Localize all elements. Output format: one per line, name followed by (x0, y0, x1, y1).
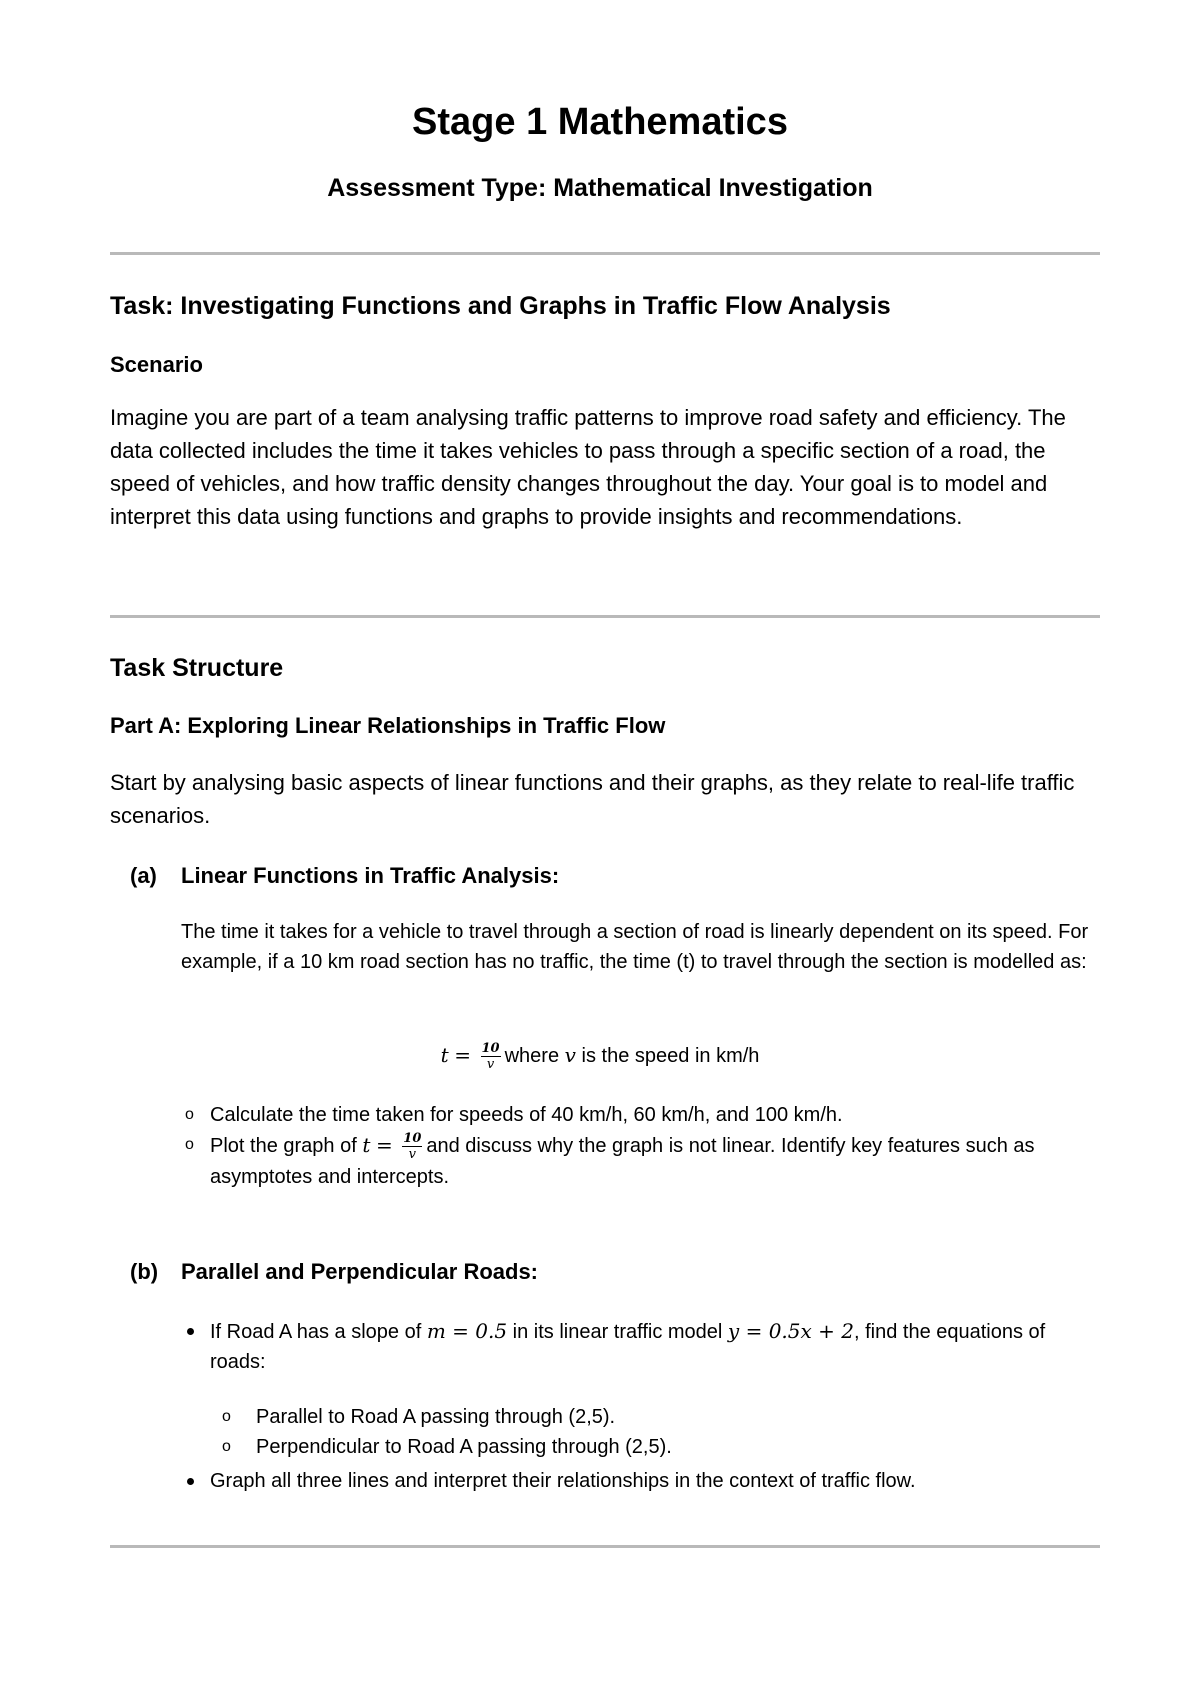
sub-bullet-parallel: Parallel to Road A passing through (2,5). (256, 1406, 616, 1428)
plot-fraction (402, 1131, 422, 1162)
section-b-label: (b) (130, 1259, 159, 1284)
road-a-slope: m = 0.5 (426, 1319, 508, 1343)
page-title: Stage 1 Mathematics (412, 101, 788, 143)
section-a-text: The time it takes for a vehicle to travel through a section of road is linearly dependent on its speed. For example, if a 10 km road section has no traffic, the time (t) to travel through the section is modelled as: (181, 921, 1089, 973)
list-item (181, 1316, 1101, 1377)
formula-tail: is the speed in km/h (581, 1045, 760, 1067)
plot-lhs: t (362, 1133, 371, 1157)
hollow-bullet-icon: o (185, 1136, 194, 1153)
section-a-title: Linear Functions in Traffic Analysis: (181, 863, 560, 888)
formula-var: v (564, 1043, 576, 1067)
formula-equals: = (454, 1043, 471, 1067)
bullet-calc-time: Calculate the time taken for speeds of 40 km/h, 60 km/h, and 100 km/h. (210, 1104, 843, 1126)
hollow-bullet-icon: o (222, 1408, 231, 1425)
part-a-heading: Part A: Exploring Linear Relationships in Traffic Flow (110, 713, 666, 738)
bullet-plot-graph (210, 1130, 1101, 1192)
formula-fraction (481, 1041, 501, 1072)
list-item (181, 1130, 1101, 1192)
list-item (222, 1432, 1102, 1462)
hollow-bullet-icon: o (185, 1106, 194, 1123)
list-item (222, 1402, 1102, 1432)
road-a-model: y = 0.5x + 2 (727, 1319, 854, 1343)
plot-denominator: v (408, 1147, 416, 1163)
section-b-title: Parallel and Perpendicular Roads: (181, 1259, 539, 1284)
time-formula (0, 1035, 1200, 1076)
formula-lhs: t (440, 1043, 449, 1067)
scenario-heading: Scenario (110, 352, 203, 377)
section-a-heading (130, 862, 559, 890)
hollow-bullet-icon: o (222, 1438, 231, 1455)
section-a-label: (a) (130, 863, 157, 888)
formula-numerator: 10 (481, 1041, 500, 1057)
part-a-intro: Start by analysing basic aspects of linear functions and their graphs, as they relate to real-life traffic scenarios. (110, 770, 1075, 828)
list-item (181, 1100, 1101, 1130)
assessment-type-subtitle: Assessment Type: Mathematical Investigation (327, 174, 873, 202)
plot-post: and discuss why the graph is not linear. Identify key features such as asymptotes and intercepts. (210, 1135, 1035, 1189)
road-a-mid: in its linear traffic model (512, 1321, 723, 1343)
divider-2 (110, 615, 1100, 618)
sub-bullet-perpendicular: Perpendicular to Road A passing through (2,5). (256, 1436, 672, 1458)
section-b-heading (130, 1258, 538, 1286)
formula-denominator: v (486, 1057, 495, 1073)
task-structure-heading: Task Structure (110, 654, 284, 682)
list-item (181, 1466, 1101, 1496)
scenario-text: Imagine you are part of a team analysing traffic patterns to improve road safety and efficiency. The data collected includes the time it takes vehicles to pass through a specific section of a road, the speed of vehicles, and how traffic density changes throughout the day. Your goal is to model and interpret this data using functions and graphs to provide insights and recommendations. (110, 405, 1066, 529)
plot-equals: = (375, 1133, 393, 1157)
bullet-road-a (210, 1316, 1101, 1377)
bullet-graph-lines: Graph all three lines and interpret their relationships in the context of traffic flow. (210, 1470, 916, 1492)
road-a-post: , find the equations of roads: (210, 1321, 1046, 1373)
road-a-pre: If Road A has a slope of (210, 1321, 422, 1343)
formula-where: where (504, 1045, 560, 1067)
filled-bullet-icon (187, 1478, 194, 1485)
plot-pre: Plot the graph of (210, 1135, 357, 1157)
filled-bullet-icon (187, 1328, 194, 1335)
divider-1 (110, 252, 1100, 255)
plot-numerator: 10 (403, 1131, 422, 1147)
divider-3 (110, 1545, 1100, 1548)
task-heading: Task: Investigating Functions and Graphs in Traffic Flow Analysis (110, 292, 891, 320)
